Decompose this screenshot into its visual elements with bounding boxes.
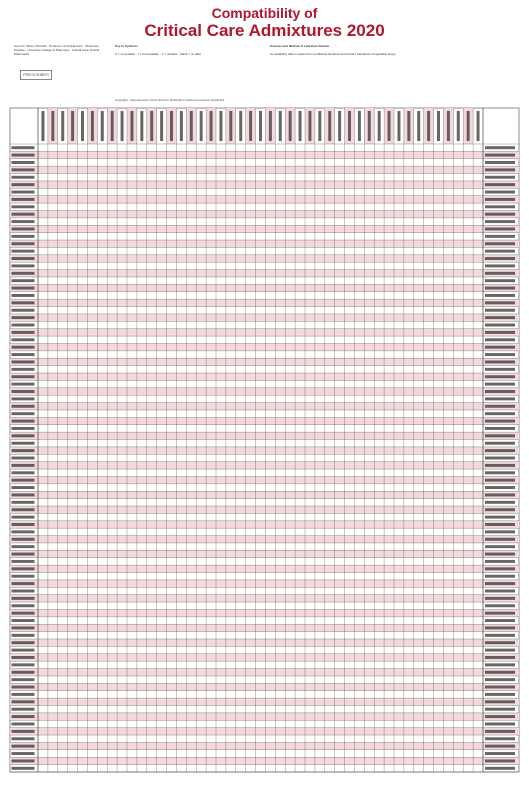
row-label-right: [485, 353, 515, 356]
row-label: [12, 176, 35, 179]
grid-row-band: [10, 609, 519, 616]
column-label: [368, 111, 371, 141]
row-label: [12, 420, 35, 423]
row-label-right: [485, 560, 515, 563]
row-label-right: [485, 220, 515, 223]
row-label-right: [485, 693, 515, 696]
row-label: [12, 752, 35, 755]
row-label: [12, 493, 35, 496]
row-label: [12, 671, 35, 674]
row-label: [12, 301, 35, 304]
row-label-right: [485, 722, 515, 725]
row-label-right: [485, 604, 515, 607]
column-label: [358, 111, 361, 141]
row-label: [12, 737, 35, 740]
column-label: [457, 111, 460, 141]
row-label: [12, 383, 35, 386]
grid-row-band: [10, 447, 519, 454]
row-label-right: [485, 250, 515, 253]
row-label-right: [485, 553, 515, 556]
column-label: [348, 111, 351, 141]
row-label-right: [485, 745, 515, 748]
row-label-right: [485, 360, 515, 363]
grid-row-band: [10, 343, 519, 350]
grid-row-band: [10, 403, 519, 410]
row-label: [12, 457, 35, 460]
row-label: [12, 205, 35, 208]
row-label: [12, 154, 35, 157]
column-label: [417, 111, 420, 141]
row-label: [12, 213, 35, 216]
grid-row-band: [10, 550, 519, 557]
column-label: [219, 111, 222, 141]
grid-row-band: [10, 713, 519, 720]
column-label: [407, 111, 410, 141]
column-label: [269, 111, 272, 141]
row-label: [12, 553, 35, 556]
row-label: [12, 227, 35, 230]
row-label: [12, 582, 35, 585]
row-label: [12, 604, 35, 607]
column-label: [111, 111, 114, 141]
row-label-right: [485, 316, 515, 319]
row-label: [12, 479, 35, 482]
column-label: [437, 111, 440, 141]
row-label: [12, 612, 35, 615]
grid-row-band: [10, 654, 519, 661]
row-label-right: [485, 309, 515, 312]
row-label: [12, 730, 35, 733]
row-label-right: [485, 656, 515, 659]
row-label: [12, 264, 35, 267]
row-label-right: [485, 626, 515, 629]
row-label: [12, 686, 35, 689]
row-label: [12, 220, 35, 223]
row-label-right: [485, 294, 515, 297]
grid-row-band: [10, 329, 519, 336]
grid-row-band: [10, 728, 519, 735]
row-label: [12, 427, 35, 430]
row-label: [12, 745, 35, 748]
row-label-right: [485, 612, 515, 615]
row-label-right: [485, 301, 515, 304]
column-label: [378, 111, 381, 141]
row-label-right: [485, 279, 515, 282]
row-label-right: [485, 486, 515, 489]
row-label-right: [485, 257, 515, 260]
row-label: [12, 560, 35, 563]
row-label-right: [485, 390, 515, 393]
author-block: Kevin R. Wires, PharmD · Professor of Critical Care · Pharmacy Practice · University College of Pharmacy · Critical Care Clinical Pharmacist: [14, 44, 100, 56]
grid-row-band: [10, 270, 519, 277]
row-label: [12, 346, 35, 349]
row-label: [12, 412, 35, 415]
row-label-right: [485, 575, 515, 578]
column-label: [477, 111, 480, 141]
grid-row-band: [10, 462, 519, 469]
row-label-right: [485, 619, 515, 622]
row-label: [12, 324, 35, 327]
row-label-right: [485, 227, 515, 230]
column-label: [170, 111, 173, 141]
column-label: [427, 111, 430, 141]
grid-row-band: [10, 491, 519, 498]
method-text: Compatibility data compiled from published literature and trissel's handbook of injectable drugs.: [270, 52, 397, 56]
row-label-right: [485, 242, 515, 245]
column-label: [210, 111, 213, 141]
row-label: [12, 331, 35, 334]
row-label: [12, 663, 35, 666]
title-line-1: Compatibility of: [211, 5, 318, 21]
row-label-right: [485, 434, 515, 437]
row-label-right: [485, 634, 515, 637]
row-label: [12, 656, 35, 659]
row-label-right: [485, 567, 515, 570]
title-line-2: Critical Care Admixtures 2020: [144, 21, 385, 40]
row-label-right: [485, 663, 515, 666]
column-label: [259, 111, 262, 141]
grid-row-band: [10, 225, 519, 232]
row-label: [12, 161, 35, 164]
row-label: [12, 257, 35, 260]
row-label: [12, 294, 35, 297]
row-label: [12, 516, 35, 519]
grid-row-band: [10, 536, 519, 543]
row-label-right: [485, 737, 515, 740]
row-label: [12, 309, 35, 312]
row-label-right: [485, 176, 515, 179]
column-label: [101, 111, 104, 141]
column-label: [239, 111, 242, 141]
row-label: [12, 353, 35, 356]
row-label-right: [485, 235, 515, 238]
row-label-right: [485, 597, 515, 600]
row-label: [12, 545, 35, 548]
row-label-right: [485, 161, 515, 164]
row-label: [12, 442, 35, 445]
grid-row-band: [10, 181, 519, 188]
row-label: [12, 634, 35, 637]
method-header: Sources and Method of Literature Review: [270, 44, 330, 48]
column-label: [397, 111, 400, 141]
row-label-right: [485, 501, 515, 504]
row-label-right: [485, 715, 515, 718]
row-label-right: [485, 368, 515, 371]
row-label-right: [485, 752, 515, 755]
row-label-right: [485, 272, 515, 275]
grid-row-band: [10, 639, 519, 646]
publisher-logo: PRESCRIBER: [20, 70, 52, 80]
grid-row-band: [10, 210, 519, 217]
grid-row-band: [10, 742, 519, 749]
row-label-right: [485, 649, 515, 652]
row-label: [12, 146, 35, 149]
row-label: [12, 360, 35, 363]
row-label: [12, 198, 35, 201]
row-label: [12, 597, 35, 600]
grid-row-band: [10, 580, 519, 587]
footnote: Copyright - Reproduction of this chart for distribution without permission prohibited.: [115, 98, 225, 102]
row-label-right: [485, 508, 515, 511]
row-label: [12, 397, 35, 400]
row-label: [12, 508, 35, 511]
row-label-right: [485, 191, 515, 194]
row-label-right: [485, 767, 515, 770]
row-label-right: [485, 464, 515, 467]
row-label-right: [485, 516, 515, 519]
row-label-right: [485, 700, 515, 703]
grid-row-band: [10, 151, 519, 158]
row-label-right: [485, 383, 515, 386]
grid-row-band: [10, 521, 519, 528]
row-label-right: [485, 641, 515, 644]
row-label: [12, 250, 35, 253]
row-label-right: [485, 146, 515, 149]
row-label-right: [485, 183, 515, 186]
row-label-right: [485, 538, 515, 541]
row-label: [12, 575, 35, 578]
row-label-right: [485, 168, 515, 171]
column-label: [249, 111, 252, 141]
column-label: [121, 111, 124, 141]
row-label: [12, 191, 35, 194]
column-label: [81, 111, 84, 141]
grid-row-band: [10, 565, 519, 572]
row-label: [12, 759, 35, 762]
row-label: [12, 338, 35, 341]
row-label: [12, 287, 35, 290]
row-label: [12, 678, 35, 681]
row-label: [12, 538, 35, 541]
column-label: [61, 111, 64, 141]
row-label: [12, 272, 35, 275]
row-label: [12, 767, 35, 770]
row-label-right: [485, 346, 515, 349]
row-label-right: [485, 420, 515, 423]
row-label-right: [485, 405, 515, 408]
row-label-right: [485, 264, 515, 267]
row-label-right: [485, 479, 515, 482]
row-label: [12, 590, 35, 593]
row-label-right: [485, 287, 515, 290]
column-label: [51, 111, 54, 141]
grid-row-band: [10, 196, 519, 203]
row-label-right: [485, 686, 515, 689]
key-text: C = compatible · I = incompatible · V = variable · blank = no data: [115, 52, 201, 56]
row-label-right: [485, 671, 515, 674]
row-label: [12, 626, 35, 629]
grid-row-band: [10, 240, 519, 247]
row-label-right: [485, 545, 515, 548]
column-label: [308, 111, 311, 141]
grid-row-band: [10, 624, 519, 631]
row-label: [12, 715, 35, 718]
grid-row-band: [10, 669, 519, 676]
column-label: [318, 111, 321, 141]
row-label: [12, 486, 35, 489]
row-label-right: [485, 471, 515, 474]
row-label-right: [485, 493, 515, 496]
grid-row-band: [10, 388, 519, 395]
row-label: [12, 471, 35, 474]
column-label: [328, 111, 331, 141]
grid-row-band: [10, 358, 519, 365]
row-label-right: [485, 375, 515, 378]
row-label-right: [485, 678, 515, 681]
row-label: [12, 722, 35, 725]
grid-row-band: [10, 432, 519, 439]
column-label: [447, 111, 450, 141]
row-label: [12, 501, 35, 504]
row-label-right: [485, 708, 515, 711]
row-label: [12, 693, 35, 696]
row-label: [12, 168, 35, 171]
column-label: [190, 111, 193, 141]
column-label: [71, 111, 74, 141]
grid-row-band: [10, 284, 519, 291]
grid-row-band: [10, 476, 519, 483]
column-label: [467, 111, 470, 141]
grid-row-band: [10, 595, 519, 602]
row-label-right: [485, 213, 515, 216]
grid-row-band: [10, 698, 519, 705]
row-label: [12, 708, 35, 711]
row-label-right: [485, 582, 515, 585]
row-label-right: [485, 759, 515, 762]
row-label-right: [485, 530, 515, 533]
row-label-right: [485, 198, 515, 201]
row-label: [12, 700, 35, 703]
key-header: Key to Symbols: [115, 44, 138, 48]
column-label: [91, 111, 94, 141]
row-label-right: [485, 523, 515, 526]
column-label: [229, 111, 232, 141]
row-label: [12, 375, 35, 378]
column-label: [150, 111, 153, 141]
column-label: [388, 111, 391, 141]
row-label-right: [485, 338, 515, 341]
row-label-right: [485, 331, 515, 334]
column-label: [140, 111, 143, 141]
grid-row-band: [10, 166, 519, 173]
row-label: [12, 279, 35, 282]
row-label: [12, 183, 35, 186]
row-label: [12, 649, 35, 652]
row-label-right: [485, 590, 515, 593]
row-label: [12, 368, 35, 371]
row-label-right: [485, 412, 515, 415]
row-label: [12, 390, 35, 393]
row-label: [12, 641, 35, 644]
row-label: [12, 619, 35, 622]
row-label-right: [485, 324, 515, 327]
column-label: [279, 111, 282, 141]
row-label: [12, 530, 35, 533]
row-label: [12, 235, 35, 238]
row-label-right: [485, 449, 515, 452]
row-label: [12, 567, 35, 570]
grid-row-band: [10, 373, 519, 380]
row-label-right: [485, 730, 515, 733]
grid-row-band: [10, 255, 519, 262]
column-label: [289, 111, 292, 141]
grid-row-band: [10, 506, 519, 513]
row-label: [12, 434, 35, 437]
column-label: [299, 111, 302, 141]
column-label: [338, 111, 341, 141]
column-label: [160, 111, 163, 141]
row-label: [12, 523, 35, 526]
row-label-right: [485, 427, 515, 430]
column-label: [180, 111, 183, 141]
column-label: [130, 111, 133, 141]
row-label: [12, 316, 35, 319]
column-label: [41, 111, 44, 141]
grid-row-band: [10, 757, 519, 764]
grid-row-band: [10, 683, 519, 690]
row-label: [12, 405, 35, 408]
row-label-right: [485, 154, 515, 157]
row-label: [12, 449, 35, 452]
grid-row-band: [10, 417, 519, 424]
row-label: [12, 242, 35, 245]
column-label: [200, 111, 203, 141]
grid-row-band: [10, 314, 519, 321]
row-label-right: [485, 442, 515, 445]
grid-row-band: [10, 299, 519, 306]
row-label: [12, 464, 35, 467]
row-label-right: [485, 457, 515, 460]
row-label-right: [485, 397, 515, 400]
row-label-right: [485, 205, 515, 208]
